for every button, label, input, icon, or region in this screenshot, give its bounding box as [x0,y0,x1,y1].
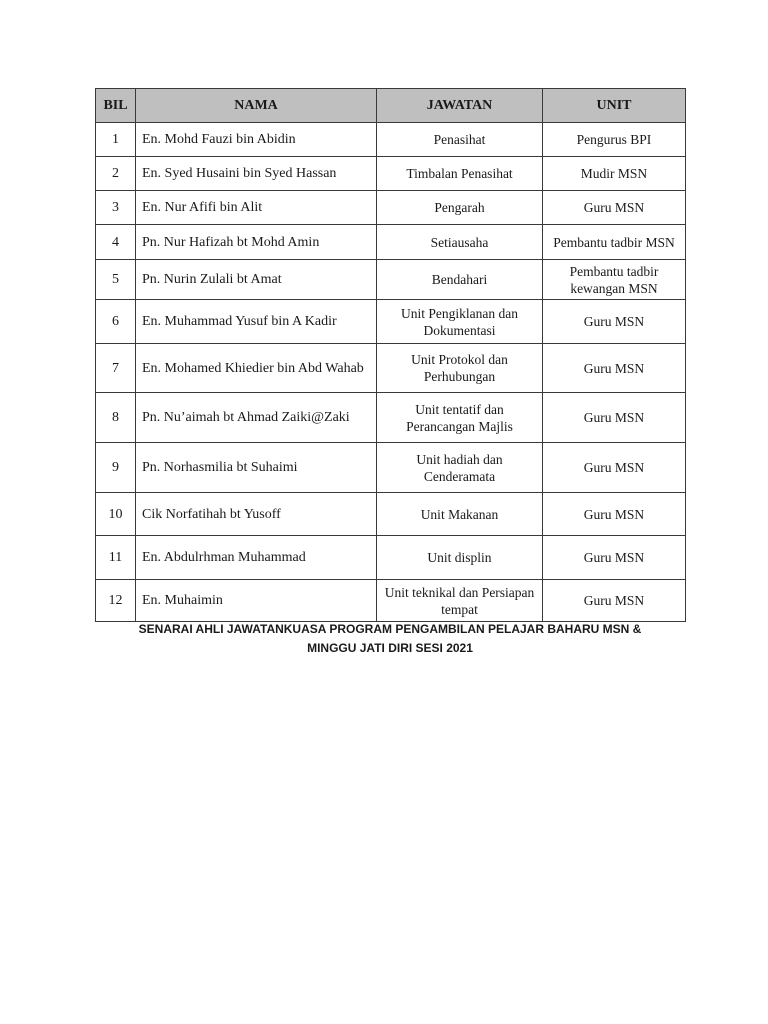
cell-unit: Pembantu tadbir kewangan MSN [543,260,686,300]
cell-bil: 11 [96,536,136,580]
cell-bil: 3 [96,191,136,225]
cell-nama: Pn. Nur Hafizah bt Mohd Amin [136,225,377,260]
table-row [96,493,686,536]
table-row [96,157,686,191]
cell-jawatan: Unit teknikal dan Persiapan tempat [377,580,543,622]
table-row [96,443,686,493]
cell-bil: 12 [96,580,136,622]
cell-jawatan: Bendahari [377,260,543,300]
table-row [96,580,686,622]
cell-unit: Mudir MSN [543,157,686,191]
header-nama: NAMA [136,89,377,123]
table-row [96,393,686,443]
cell-unit: Pengurus BPI [543,123,686,157]
cell-jawatan: Timbalan Penasihat [377,157,543,191]
cell-bil: 10 [96,493,136,536]
cell-unit: Guru MSN [543,493,686,536]
cell-nama: Pn. Norhasmilia bt Suhaimi [136,443,377,493]
cell-nama: En. Syed Husaini bin Syed Hassan [136,157,377,191]
caption-line-1: SENARAI AHLI JAWATANKUASA PROGRAM PENGAMBILAN PELAJAR BAHARU MSN & [138,622,642,636]
cell-jawatan: Unit displin [377,536,543,580]
cell-bil: 5 [96,260,136,300]
table-caption [95,620,685,658]
cell-bil: 1 [96,123,136,157]
cell-jawatan: Unit Makanan [377,493,543,536]
cell-nama: Pn. Nu’aimah bt Ahmad Zaiki@Zaki [136,393,377,443]
cell-unit: Guru MSN [543,580,686,622]
table-row [96,260,686,300]
cell-jawatan: Unit Protokol dan Perhubungan [377,344,543,393]
cell-jawatan: Unit Pengiklanan dan Dokumentasi [377,300,543,344]
cell-unit: Guru MSN [543,443,686,493]
table-row [96,344,686,393]
cell-bil: 7 [96,344,136,393]
cell-unit: Guru MSN [543,344,686,393]
table-header-row [96,89,686,123]
header-unit: UNIT [543,89,686,123]
table-row [96,225,686,260]
cell-nama: En. Abdulrhman Muhammad [136,536,377,580]
cell-bil: 8 [96,393,136,443]
table-row [96,300,686,344]
cell-jawatan: Setiausaha [377,225,543,260]
cell-nama: Pn. Nurin Zulali bt Amat [136,260,377,300]
cell-nama: En. Nur Afifi bin Alit [136,191,377,225]
cell-unit: Guru MSN [543,536,686,580]
cell-jawatan: Pengarah [377,191,543,225]
cell-unit: Guru MSN [543,393,686,443]
cell-unit: Pembantu tadbir MSN [543,225,686,260]
cell-nama: En. Mohamed Khiedier bin Abd Wahab [136,344,377,393]
cell-nama: Cik Norfatihah bt Yusoff [136,493,377,536]
cell-nama: En. Muhammad Yusuf bin A Kadir [136,300,377,344]
cell-jawatan: Unit tentatif dan Perancangan Majlis [377,393,543,443]
cell-bil: 4 [96,225,136,260]
table-row [96,123,686,157]
cell-bil: 2 [96,157,136,191]
cell-unit: Guru MSN [543,300,686,344]
cell-bil: 6 [96,300,136,344]
committee-table [95,88,686,622]
caption-line-2: MINGGU JATI DIRI SESI 2021 [307,641,473,655]
table-row [96,536,686,580]
cell-jawatan: Penasihat [377,123,543,157]
cell-nama: En. Mohd Fauzi bin Abidin [136,123,377,157]
cell-jawatan: Unit hadiah dan Cenderamata [377,443,543,493]
table-row [96,191,686,225]
header-bil: BIL [96,89,136,123]
cell-unit: Guru MSN [543,191,686,225]
cell-bil: 9 [96,443,136,493]
header-jawatan: JAWATAN [377,89,543,123]
cell-nama: En. Muhaimin [136,580,377,622]
